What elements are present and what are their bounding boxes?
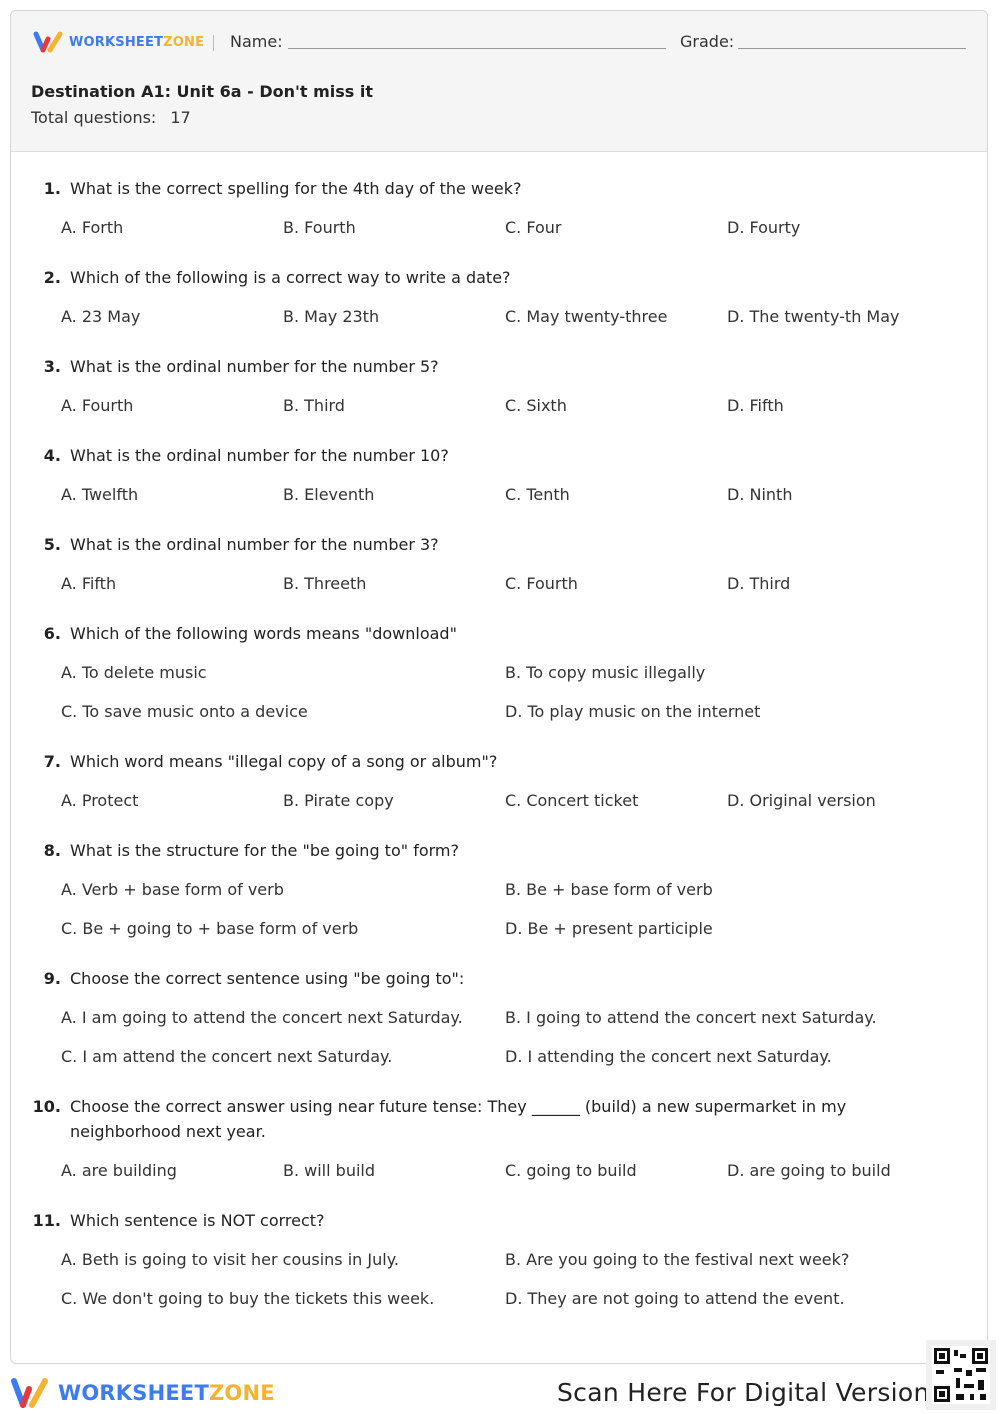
question-1	[11, 176, 989, 240]
answer-option[interactable]: B. May 23th	[283, 307, 380, 326]
answer-option[interactable]: A. I am going to attend the concert next Saturday.	[61, 1008, 463, 1027]
question-text: What is the ordinal number for the number 5?	[70, 357, 439, 376]
question-text: What is the ordinal number for the number 3?	[70, 535, 439, 554]
question-number: 9.	[43, 969, 61, 988]
answer-option[interactable]: A. Forth	[61, 218, 124, 237]
qr-code-icon[interactable]	[926, 1340, 996, 1410]
answer-option[interactable]: C. going to build	[505, 1161, 637, 1180]
answer-option[interactable]: B. I going to attend the concert next Saturday.	[505, 1008, 877, 1027]
answer-option[interactable]: C. Four	[505, 218, 562, 237]
answer-option[interactable]: C. Be + going to + base form of verb	[61, 919, 359, 938]
question-number: 7.	[43, 752, 61, 771]
answer-option[interactable]: C. We don't going to buy the tickets this week.	[61, 1289, 435, 1308]
question-number: 4.	[43, 446, 61, 465]
answer-options	[61, 1159, 989, 1183]
question-number: 5.	[43, 535, 61, 554]
answer-option[interactable]: D. I attending the concert next Saturday.	[505, 1047, 832, 1066]
logo-w-icon	[10, 1377, 52, 1409]
answer-options	[61, 572, 989, 596]
total-questions	[31, 108, 191, 127]
footer-logo	[10, 1377, 275, 1409]
answer-options	[61, 1248, 989, 1311]
footer-brand-part-2: ZONE	[208, 1381, 275, 1405]
answer-option[interactable]: D. Be + present participle	[505, 919, 713, 938]
brand-logo	[33, 31, 204, 53]
answer-option[interactable]: A. Protect	[61, 791, 139, 810]
answer-options	[61, 394, 989, 418]
answer-option[interactable]: B. Fourth	[283, 218, 356, 237]
answer-option[interactable]: C. I am attend the concert next Saturday.	[61, 1047, 393, 1066]
answer-option[interactable]: A. Verb + base form of verb	[61, 880, 284, 899]
name-label: Name:	[230, 32, 283, 51]
question-number: 11.	[32, 1211, 61, 1230]
answer-option[interactable]: C. Tenth	[505, 485, 570, 504]
answer-option[interactable]: B. To copy music illegally	[505, 663, 706, 682]
divider	[213, 35, 214, 51]
question-6	[11, 621, 989, 724]
question-text: What is the ordinal number for the number 10?	[70, 446, 449, 465]
question-number: 1.	[43, 179, 61, 198]
answer-option[interactable]: C. To save music onto a device	[61, 702, 308, 721]
answer-option[interactable]: B. Threeth	[283, 574, 367, 593]
question-4	[11, 443, 989, 507]
question-number: 3.	[43, 357, 61, 376]
answer-option[interactable]: C. Fourth	[505, 574, 578, 593]
answer-options	[61, 878, 989, 941]
question-11	[11, 1208, 989, 1311]
question-5	[11, 532, 989, 596]
question-text: Which of the following words means "download"	[70, 624, 457, 643]
answer-option[interactable]: A. Fourth	[61, 396, 134, 415]
answer-option[interactable]: D. To play music on the internet	[505, 702, 761, 721]
answer-option[interactable]: B. Be + base form of verb	[505, 880, 713, 899]
total-label: Total questions:	[31, 108, 157, 127]
answer-option[interactable]: D. Ninth	[727, 485, 793, 504]
total-value: 17	[170, 108, 191, 127]
answer-option[interactable]: D. Fifth	[727, 396, 784, 415]
grade-label: Grade:	[680, 32, 735, 51]
answer-option[interactable]: D. They are not going to attend the event.	[505, 1289, 845, 1308]
question-list	[11, 176, 989, 1336]
question-9	[11, 966, 989, 1069]
answer-option[interactable]: D. Fourty	[727, 218, 801, 237]
question-text: What is the correct spelling for the 4th day of the week?	[70, 179, 522, 198]
question-text: Choose the correct sentence using "be going to":	[70, 969, 465, 988]
answer-option[interactable]: C. Concert ticket	[505, 791, 639, 810]
answer-option[interactable]: C. Sixth	[505, 396, 567, 415]
question-10	[11, 1094, 989, 1183]
answer-options	[61, 1006, 989, 1069]
worksheet-frame	[10, 10, 988, 1364]
answer-option[interactable]: D. are going to build	[727, 1161, 891, 1180]
worksheet-header	[11, 11, 987, 152]
question-text: Which of the following is a correct way to write a date?	[70, 268, 511, 287]
answer-options	[61, 661, 989, 724]
question-8	[11, 838, 989, 941]
scan-text: Scan Here For Digital Version	[557, 1378, 930, 1407]
logo-w-icon	[33, 31, 65, 53]
question-text: Which word means "illegal copy of a song or album"?	[70, 752, 498, 771]
answer-option[interactable]: C. May twenty-three	[505, 307, 668, 326]
grade-field[interactable]	[738, 48, 966, 49]
answer-option[interactable]: A. are building	[61, 1161, 177, 1180]
name-field[interactable]	[288, 48, 666, 49]
answer-options	[61, 305, 989, 329]
question-text: Choose the correct answer using near future tense: They ______ (build) a new supermarket in my neighborhood next year.	[70, 1097, 847, 1141]
answer-option[interactable]: B. Are you going to the festival next week?	[505, 1250, 850, 1269]
question-number: 2.	[43, 268, 61, 287]
answer-options	[61, 483, 989, 507]
answer-option[interactable]: B. Pirate copy	[283, 791, 394, 810]
footer-brand-part-1: WORKSHEET	[58, 1381, 209, 1405]
question-text: Which sentence is NOT correct?	[70, 1211, 325, 1230]
answer-option[interactable]: A. Twelfth	[61, 485, 139, 504]
worksheet-title: Destination A1: Unit 6a - Don't miss it	[31, 82, 374, 101]
question-number: 10.	[32, 1097, 61, 1116]
answer-options	[61, 789, 989, 813]
answer-option[interactable]: A. Fifth	[61, 574, 117, 593]
question-7	[11, 749, 989, 813]
question-text: What is the structure for the "be going to" form?	[70, 841, 459, 860]
question-number: 6.	[43, 624, 61, 643]
answer-option[interactable]: D. The twenty-th May	[727, 307, 900, 326]
answer-option[interactable]: A. Beth is going to visit her cousins in July.	[61, 1250, 399, 1269]
answer-options	[61, 216, 989, 240]
brand-part-1: WORKSHEET	[69, 34, 164, 50]
answer-option[interactable]: B. Third	[283, 396, 345, 415]
answer-option[interactable]: D. Third	[727, 574, 791, 593]
answer-option[interactable]: B. will build	[283, 1161, 375, 1180]
question-3	[11, 354, 989, 418]
answer-option[interactable]: A. 23 May	[61, 307, 141, 326]
brand-part-2: ZONE	[163, 34, 205, 50]
question-2	[11, 265, 989, 329]
answer-option[interactable]: B. Eleventh	[283, 485, 375, 504]
answer-option[interactable]: D. Original version	[727, 791, 876, 810]
answer-option[interactable]: A. To delete music	[61, 663, 207, 682]
question-number: 8.	[43, 841, 61, 860]
